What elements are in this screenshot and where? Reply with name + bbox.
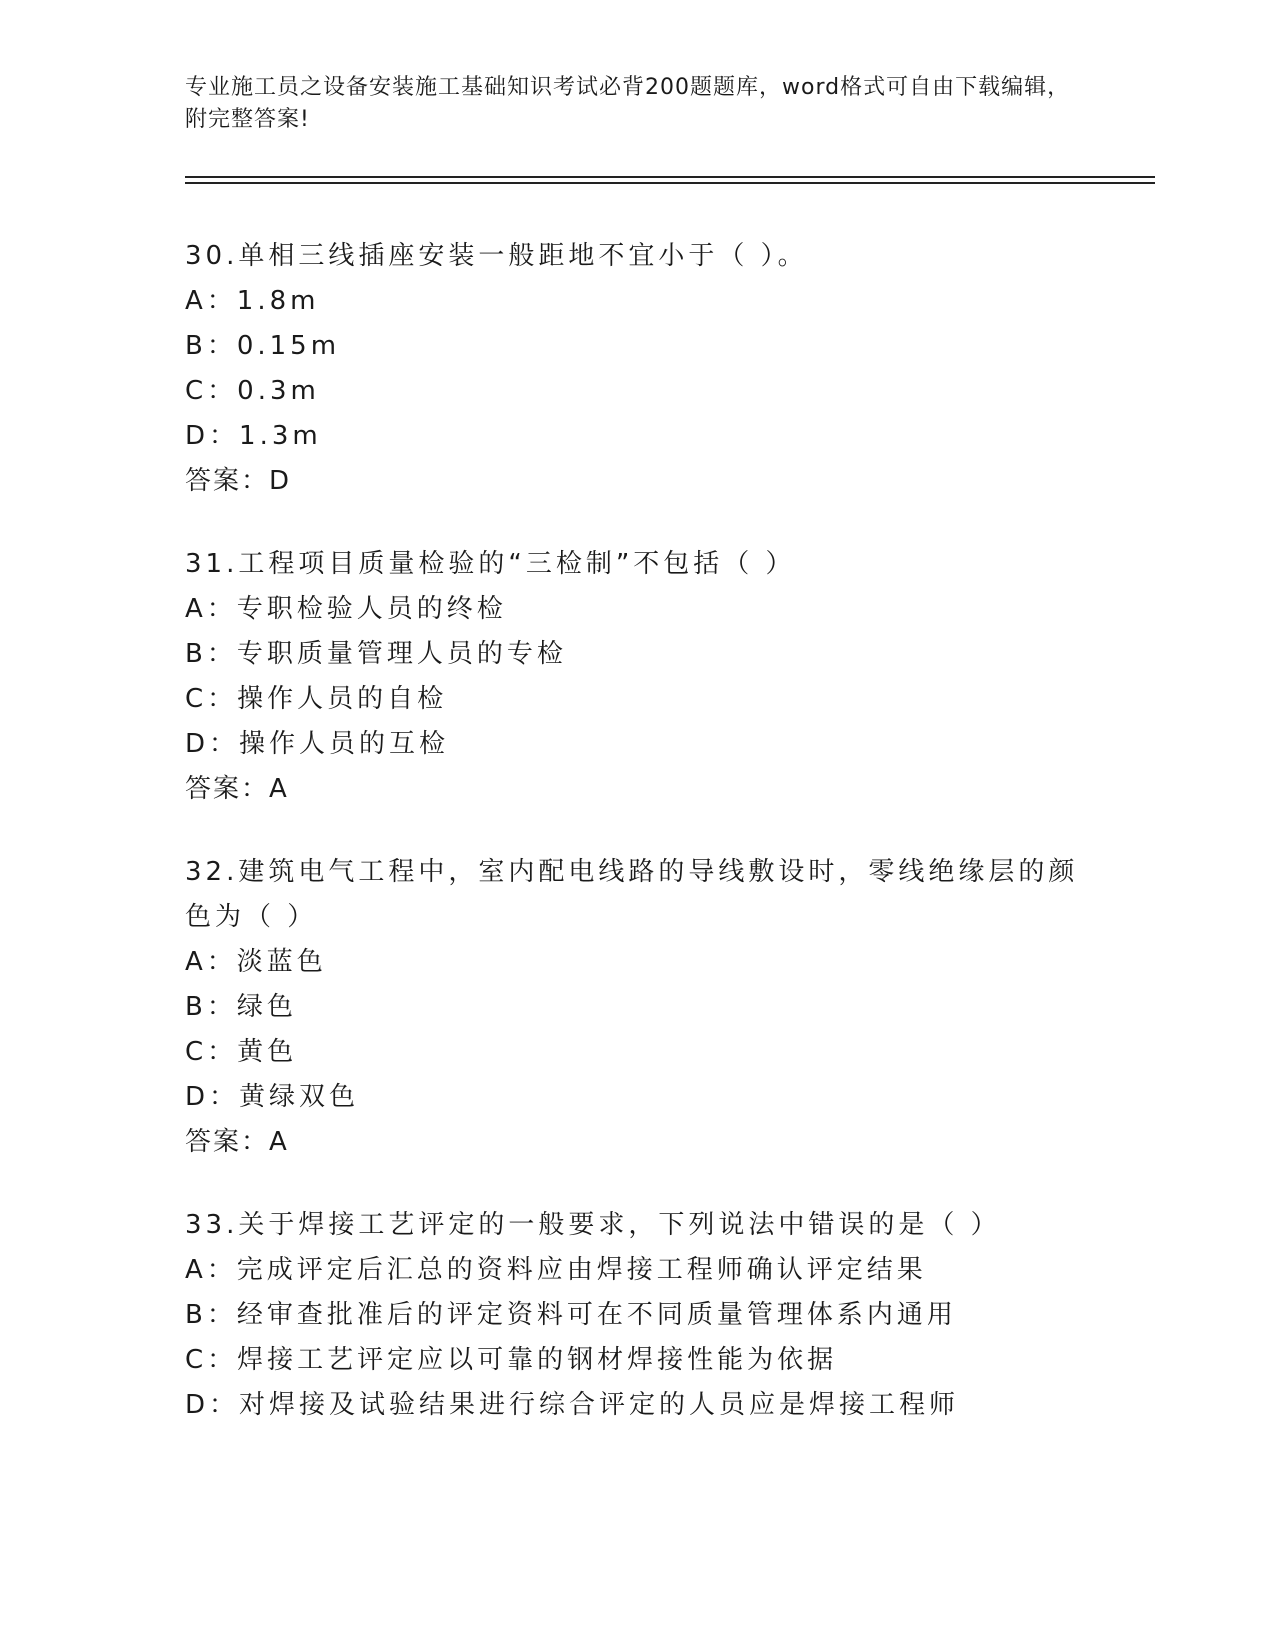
option-d: D：对焊接及试验结果进行综合评定的人员应是焊接工程师: [185, 1390, 960, 1420]
question-33: [185, 1203, 1085, 1428]
document-header: 专业施工员之设备安装施工基础知识考试必背200题题库，word格式可自由下载编辑，附完整答案!: [185, 75, 1071, 132]
answer: 答案：D: [185, 466, 292, 496]
option-c: C：操作人员的自检: [185, 684, 448, 714]
option-c: C：0.3m: [185, 376, 320, 406]
option-a: A：1.8m: [185, 286, 320, 316]
option-b: B：经审查批准后的评定资料可在不同质量管理体系内通用: [185, 1300, 957, 1330]
question-stem: 31.工程项目质量检验的“三检制”不包括（ ）: [185, 549, 796, 579]
option-a: A：完成评定后汇总的资料应由焊接工程师确认评定结果: [185, 1255, 927, 1285]
option-b: B：0.15m: [185, 331, 341, 361]
option-c: C：焊接工艺评定应以可靠的钢材焊接性能为依据: [185, 1345, 838, 1375]
question-list: [185, 234, 1085, 1466]
question-stem: 33.关于焊接工艺评定的一般要求，下列说法中错误的是（ ）: [185, 1210, 1001, 1240]
header-divider-bottom: [185, 182, 1155, 184]
answer: 答案：A: [185, 774, 289, 804]
option-a: A：专职检验人员的终检: [185, 594, 507, 624]
question-stem: 32.建筑电气工程中，室内配电线路的导线敷设时，零线绝缘层的颜色为（ ）: [185, 857, 1079, 932]
question-stem: 30.单相三线插座安装一般距地不宜小于（ ）。: [185, 241, 808, 271]
header-divider-top: [185, 176, 1155, 178]
question-31: [185, 542, 1085, 812]
question-30: [185, 234, 1085, 504]
option-d: D：黄绿双色: [185, 1082, 360, 1112]
question-32: [185, 850, 1085, 1165]
answer: 答案：A: [185, 1127, 289, 1157]
option-a: A：淡蓝色: [185, 947, 327, 977]
option-d: D：1.3m: [185, 421, 322, 451]
option-b: B：专职质量管理人员的专检: [185, 639, 567, 669]
option-d: D：操作人员的互检: [185, 729, 450, 759]
option-b: B：绿色: [185, 992, 297, 1022]
option-c: C：黄色: [185, 1037, 298, 1067]
